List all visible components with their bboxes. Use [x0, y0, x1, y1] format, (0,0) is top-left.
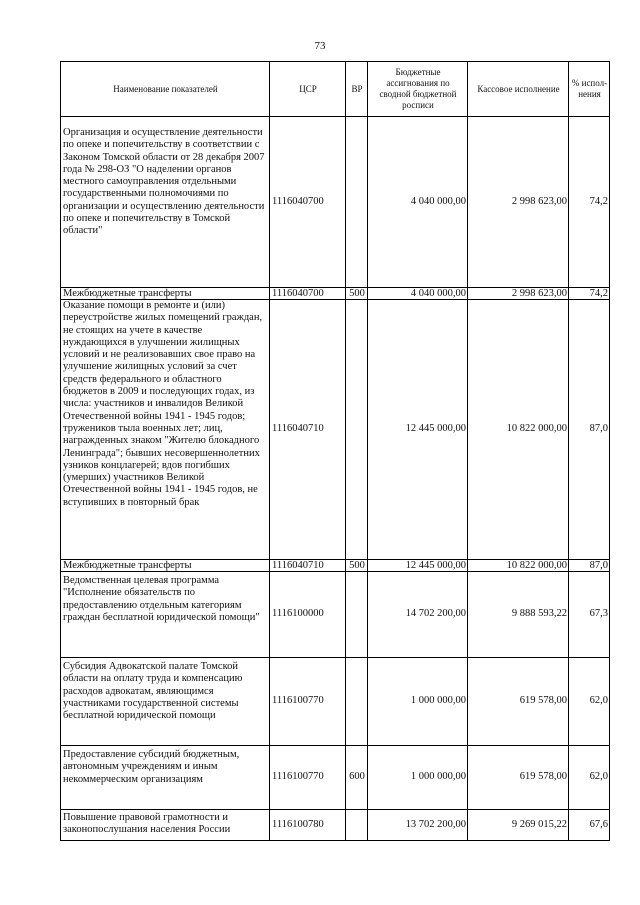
row-name: Повышение правовой грамотности и законопослушания населения России: [61, 810, 270, 841]
row-vr: [346, 117, 368, 288]
row-name: Межбюджетные трансферты: [61, 560, 270, 572]
row-csr: 1116100000: [270, 572, 346, 658]
row-vr: [346, 572, 368, 658]
row-csr: 1116040710: [270, 300, 346, 560]
table-row: [61, 288, 610, 300]
row-budget: 12 445 000,00: [368, 300, 468, 560]
header-vr: ВР: [346, 62, 368, 117]
row-cash: 9 269 015,22: [468, 810, 569, 841]
header-percent: % испол-нения: [569, 62, 610, 117]
row-csr: 1116100770: [270, 658, 346, 746]
table-row: [61, 300, 610, 560]
row-cash: 9 888 593,22: [468, 572, 569, 658]
row-cash: 10 822 000,00: [468, 560, 569, 572]
table-row: [61, 810, 610, 841]
row-name: Ведомственная целевая программа "Исполнение обязательств по предоставлению отдельным категориям граждан бесплатной юридической помощи": [61, 572, 270, 658]
row-percent: 74,2: [569, 288, 610, 300]
row-vr: 500: [346, 560, 368, 572]
row-percent: 67,6: [569, 810, 610, 841]
row-budget: 1 000 000,00: [368, 658, 468, 746]
row-name: Организация и осуществление деятельности по опеке и попечительству в соответствии с Законом Томской области от 28 декабря 2007 года № 298-ОЗ "О наделении органов местного самоуправления отдельными государственными полномочиями по организации и осуществлению деятельности по опеке и попечительству в Томской области": [61, 117, 270, 288]
header-csr: ЦСР: [270, 62, 346, 117]
page-number: 73: [314, 40, 326, 52]
row-vr: [346, 810, 368, 841]
row-csr: 1116100780: [270, 810, 346, 841]
row-name-text: Оказание помощи в ремонте и (или) переустройстве жилых помещений граждан, не стоящих на учете в качестве нуждающихся в улучшении жилищных условий и не реализовавших свое право на улучшение жилищных условий за счет средств федерального и областного бюджетов в 2009 и последующих годах, из числа: участников и инвалидов Великой Отечественной войны 1941 - 1945 годов; тружеников тыла военных лет; лиц, награжденных знаком "Жителю блокадного Ленинграда"; бывших несовершеннолетних узников концлагерей; вдов погибших (умерших) участников Великой Отечественной войны 1941 - 1945 годов, не вступивших в повторный брак: [63, 300, 263, 508]
row-percent: 74,2: [569, 117, 610, 288]
row-csr: 1116100770: [270, 746, 346, 810]
table-header-row: [61, 62, 610, 117]
table-row: [61, 572, 610, 658]
row-vr: 500: [346, 288, 368, 300]
row-budget: 4 040 000,00: [368, 117, 468, 288]
row-cash: 2 998 623,00: [468, 117, 569, 288]
table-row: [61, 746, 610, 810]
row-budget: 1 000 000,00: [368, 746, 468, 810]
header-cash: Кассовое исполнение: [468, 62, 569, 117]
row-vr: [346, 658, 368, 746]
row-name: Предоставление субсидий бюджетным, автономным учреждениям и иным некоммерческим организациям: [61, 746, 270, 810]
header-budget: Бюджетные ассигнования по сводной бюджетной росписи: [368, 62, 468, 117]
row-vr: 600: [346, 746, 368, 810]
budget-table: [60, 61, 610, 841]
row-cash: 619 578,00: [468, 658, 569, 746]
row-budget: 14 702 200,00: [368, 572, 468, 658]
row-percent: 62,0: [569, 658, 610, 746]
row-percent: 67,3: [569, 572, 610, 658]
row-name: Субсидия Адвокатской палате Томской области на оплату труда и компенсацию расходов адвокатам, являющимся участниками государственной системы бесплатной юридической помощи: [61, 658, 270, 746]
row-cash: 10 822 000,00: [468, 300, 569, 560]
row-vr: [346, 300, 368, 560]
row-budget: 4 040 000,00: [368, 288, 468, 300]
table-row: [61, 658, 610, 746]
table-row: [61, 117, 610, 288]
header-name: Наименование показателей: [61, 62, 270, 117]
row-name: Межбюджетные трансферты: [61, 288, 270, 300]
row-percent: 87,0: [569, 300, 610, 560]
row-cash: 2 998 623,00: [468, 288, 569, 300]
row-csr: 1116040700: [270, 117, 346, 288]
row-budget: 12 445 000,00: [368, 560, 468, 572]
row-csr: 1116040710: [270, 560, 346, 572]
table-row: [61, 560, 610, 572]
row-percent: 87,0: [569, 560, 610, 572]
row-cash: 619 578,00: [468, 746, 569, 810]
row-budget: 13 702 200,00: [368, 810, 468, 841]
row-percent: 62,0: [569, 746, 610, 810]
row-name: [61, 300, 270, 560]
row-csr: 1116040700: [270, 288, 346, 300]
